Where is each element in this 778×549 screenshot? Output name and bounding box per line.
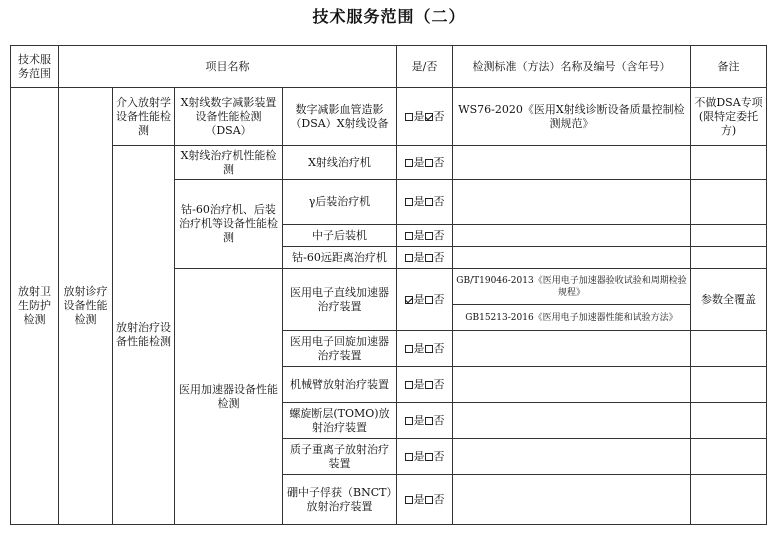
standard-ws76: WS76-2020《医用X射线诊断设备质量控制检测规范》 xyxy=(453,88,691,146)
yes-checkbox[interactable] xyxy=(405,159,413,167)
remark-dsa: 不做DSA专项(限特定委托方) xyxy=(691,88,767,146)
yesno-xray-therapy[interactable] xyxy=(397,146,453,180)
yes-label: 是 xyxy=(413,109,425,123)
yesno-neutron-afterload[interactable] xyxy=(397,225,453,247)
subgroup-dsa: X射线数字减影装置设备性能检测（DSA） xyxy=(175,88,283,146)
no-label: 否 xyxy=(433,341,445,355)
item-dsa: 数字减影血管造影（DSA）X射线设备 xyxy=(283,88,397,146)
item-robotic-arm: 机械臂放射治疗装置 xyxy=(283,367,397,403)
remark-empty xyxy=(691,146,767,180)
yesno-proton-heavy-ion[interactable] xyxy=(397,439,453,475)
yes-checkbox[interactable] xyxy=(405,345,413,353)
yesno-cyclotron[interactable] xyxy=(397,331,453,367)
remark-empty xyxy=(691,180,767,225)
no-checkbox[interactable] xyxy=(425,296,433,304)
item-cyclotron: 医用电子回旋加速器治疗装置 xyxy=(283,331,397,367)
remark-linac: 参数全覆盖 xyxy=(691,269,767,331)
yes-label: 是 xyxy=(413,492,425,506)
no-checkbox[interactable] xyxy=(425,381,433,389)
standard-empty xyxy=(453,367,691,403)
subgroup-xray-therapy: X射线治疗机性能检测 xyxy=(175,146,283,180)
no-checkbox[interactable] xyxy=(425,113,433,121)
no-label: 否 xyxy=(433,109,445,123)
standard-empty xyxy=(453,331,691,367)
standard-empty xyxy=(453,146,691,180)
standard-empty xyxy=(453,475,691,525)
yesno-linac[interactable] xyxy=(397,269,453,331)
yes-checkbox[interactable] xyxy=(405,417,413,425)
no-checkbox[interactable] xyxy=(425,198,433,206)
yes-label: 是 xyxy=(413,155,425,169)
standard-empty xyxy=(453,247,691,269)
yesno-gamma-afterload[interactable] xyxy=(397,180,453,225)
remark-empty xyxy=(691,247,767,269)
no-label: 否 xyxy=(433,228,445,242)
no-checkbox[interactable] xyxy=(425,453,433,461)
item-neutron-afterload: 中子后装机 xyxy=(283,225,397,247)
subgroup-cobalt-afterload: 钴-60治疗机、后装治疗机等设备性能检测 xyxy=(175,180,283,269)
yes-label: 是 xyxy=(413,250,425,264)
remark-empty xyxy=(691,331,767,367)
standard-empty xyxy=(453,180,691,225)
yes-checkbox[interactable] xyxy=(405,113,413,121)
no-checkbox[interactable] xyxy=(425,254,433,262)
group-radiotherapy: 放射治疗设备性能检测 xyxy=(113,146,175,525)
yesno-tomo[interactable] xyxy=(397,403,453,439)
subgroup-accelerator: 医用加速器设备性能检测 xyxy=(175,269,283,525)
item-xray-therapy: X射线治疗机 xyxy=(283,146,397,180)
group-interventional: 介入放射学设备性能检测 xyxy=(113,88,175,146)
item-cobalt-teletherapy: 钴-60远距离治疗机 xyxy=(283,247,397,269)
no-label: 否 xyxy=(433,250,445,264)
yes-checkbox[interactable] xyxy=(405,198,413,206)
standard-empty xyxy=(453,403,691,439)
yes-label: 是 xyxy=(413,413,425,427)
item-bnct: 硼中子俘获（BNCT）放射治疗装置 xyxy=(283,475,397,525)
standard-empty xyxy=(453,439,691,475)
yes-label: 是 xyxy=(413,341,425,355)
scope-radiation-hygiene: 放射卫生防护检测 xyxy=(11,88,59,525)
no-label: 否 xyxy=(433,377,445,391)
item-tomo: 螺旋断层(TOMO)放射治疗装置 xyxy=(283,403,397,439)
no-label: 否 xyxy=(433,413,445,427)
yes-label: 是 xyxy=(413,195,425,208)
remark-empty xyxy=(691,439,767,475)
no-checkbox[interactable] xyxy=(425,345,433,353)
yes-checkbox[interactable] xyxy=(405,496,413,504)
yesno-bnct[interactable] xyxy=(397,475,453,525)
header-remark: 备注 xyxy=(691,46,767,88)
item-linac: 医用电子直线加速器治疗装置 xyxy=(283,269,397,331)
item-proton-heavy-ion: 质子重离子放射治疗装置 xyxy=(283,439,397,475)
yes-label: 是 xyxy=(413,449,425,463)
remark-empty xyxy=(691,475,767,525)
no-label: 否 xyxy=(433,492,445,506)
yes-checkbox[interactable] xyxy=(405,381,413,389)
yes-checkbox[interactable] xyxy=(405,296,413,304)
no-checkbox[interactable] xyxy=(425,496,433,504)
no-label: 否 xyxy=(433,155,445,169)
page-title: 技术服务范围（二） xyxy=(312,7,466,26)
item-gamma-afterload: γ后装治疗机 xyxy=(283,180,397,225)
header-standard: 检测标准（方法）名称及编号（含年号） xyxy=(453,46,691,88)
header-item: 项目名称 xyxy=(59,46,397,88)
category-diagnostic-equipment: 放射诊疗设备性能检测 xyxy=(59,88,113,525)
standard-gb15213: GB15213-2016《医用电子加速器性能和试验方法》 xyxy=(453,305,691,331)
yes-checkbox[interactable] xyxy=(405,232,413,240)
no-label: 否 xyxy=(433,292,445,306)
remark-empty xyxy=(691,367,767,403)
service-scope-table xyxy=(10,45,767,525)
header-yesno: 是/否 xyxy=(397,46,453,88)
yesno-dsa[interactable] xyxy=(397,88,453,146)
no-checkbox[interactable] xyxy=(425,232,433,240)
yesno-cobalt-teletherapy[interactable] xyxy=(397,247,453,269)
no-checkbox[interactable] xyxy=(425,417,433,425)
yes-checkbox[interactable] xyxy=(405,254,413,262)
yes-label: 是 xyxy=(413,292,425,306)
standard-empty xyxy=(453,225,691,247)
standard-gbt19046: GB/T19046-2013《医用电子加速器验收试验和周期检验规程》 xyxy=(453,269,691,305)
header-scope: 技术服务范围 xyxy=(11,46,59,88)
remark-empty xyxy=(691,225,767,247)
yesno-robotic-arm[interactable] xyxy=(397,367,453,403)
yes-checkbox[interactable] xyxy=(405,453,413,461)
yes-label: 是 xyxy=(413,377,425,391)
no-label: 否 xyxy=(433,195,445,208)
no-label: 否 xyxy=(433,449,445,463)
yes-label: 是 xyxy=(413,228,425,242)
remark-empty xyxy=(691,403,767,439)
no-checkbox[interactable] xyxy=(425,159,433,167)
